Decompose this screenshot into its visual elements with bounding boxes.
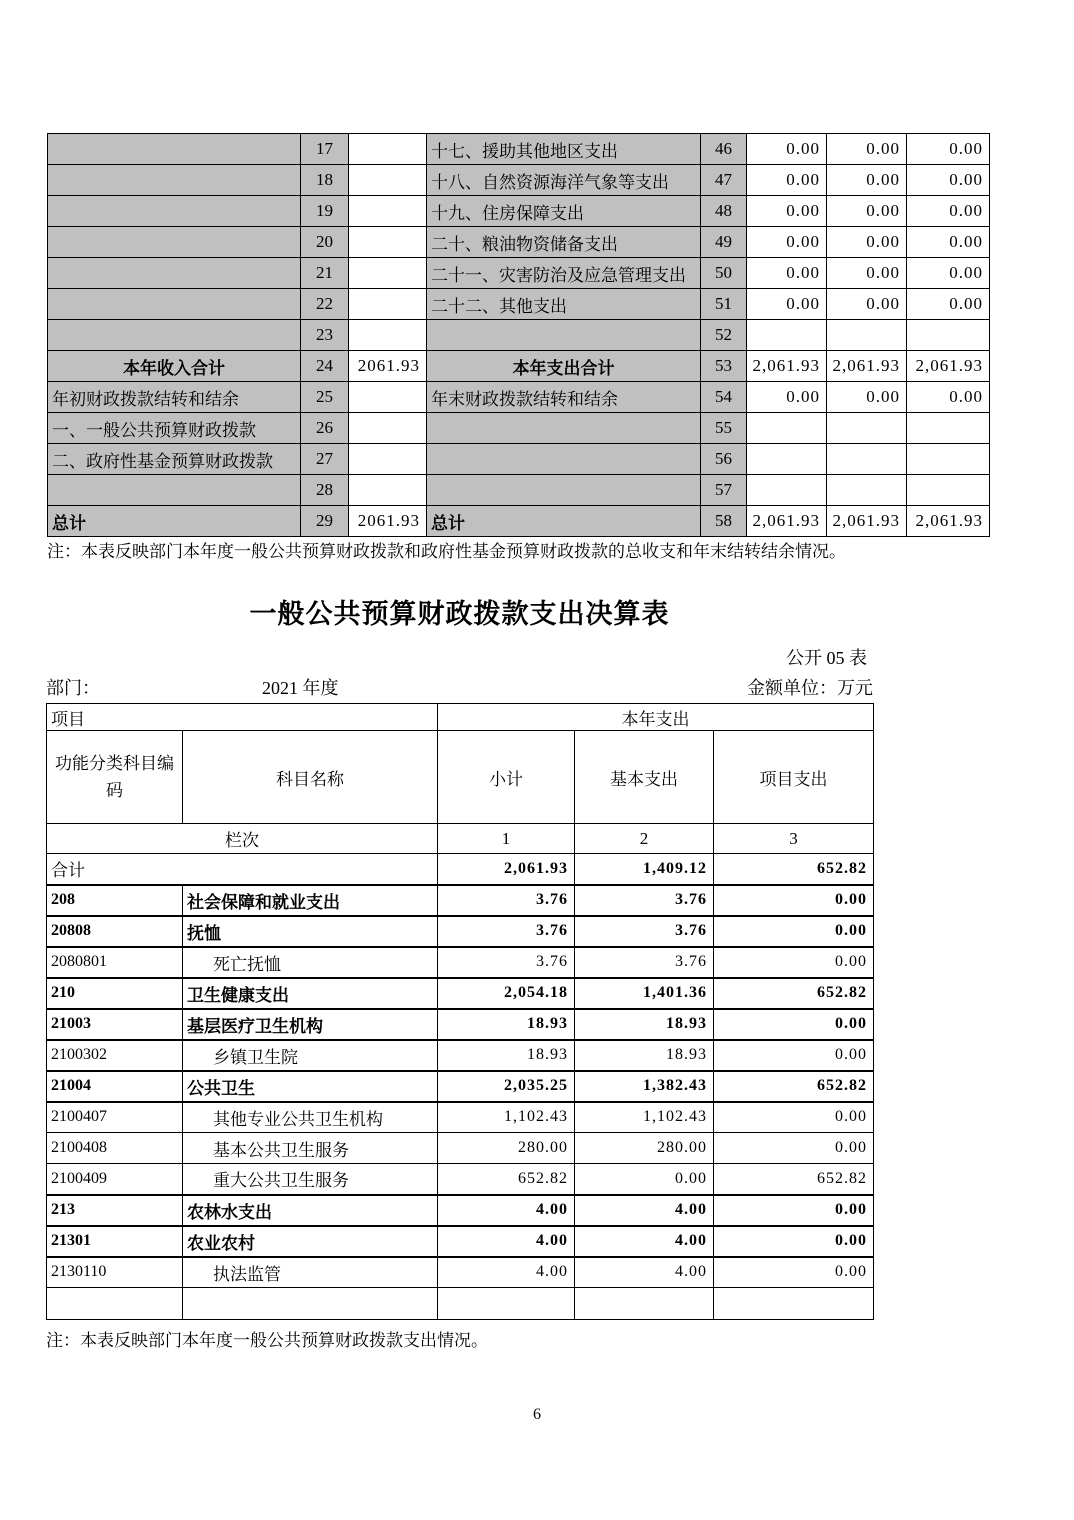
row-number-cell: 22 — [301, 289, 349, 320]
table-row — [47, 1195, 874, 1226]
table-row — [47, 947, 874, 978]
income-amount-cell — [349, 475, 427, 506]
department-label: 部门： — [46, 678, 100, 698]
row-number-cell: 23 — [301, 320, 349, 351]
project-expense-cell: 0.00 — [714, 1257, 874, 1288]
subtotal-cell: 3.76 — [438, 916, 575, 947]
subject-name-cell: 死亡抚恤 — [183, 947, 438, 978]
expense-total-cell: 0.00 — [747, 165, 827, 196]
income-amount-cell — [349, 413, 427, 444]
table2-note: 注：本表反映部门本年度一般公共预算财政拨款支出情况。 — [46, 1331, 488, 1350]
table-row — [48, 289, 990, 320]
expense-item-cell: 十九、住房保障支出 — [427, 196, 701, 227]
expense-total-cell: 2,061.93 — [747, 506, 827, 537]
column-number-cell: 1 — [438, 824, 575, 854]
column-index-row — [47, 824, 874, 854]
row-number-cell: 46 — [701, 134, 747, 165]
expense-general-budget-cell: 0.00 — [827, 227, 907, 258]
function-code-cell: 21301 — [47, 1226, 183, 1257]
table1-note: 注：本表反映部门本年度一般公共预算财政拨款和政府性基金预算财政拨款的总收支和年末结转结余情况。 — [47, 542, 846, 561]
row-number-cell: 54 — [701, 382, 747, 413]
subject-name-cell: 执法监管 — [183, 1257, 438, 1288]
expense-item-cell — [427, 413, 701, 444]
subject-name-cell: 农林水支出 — [183, 1195, 438, 1226]
basic-expense-cell: 3.76 — [575, 885, 714, 916]
subject-name-cell: 抚恤 — [183, 916, 438, 947]
expense-gov-fund-cell: 0.00 — [907, 289, 990, 320]
row-number-cell: 28 — [301, 475, 349, 506]
income-amount-cell — [349, 258, 427, 289]
income-item-cell — [48, 320, 301, 351]
project-expense-cell: 0.00 — [714, 1102, 874, 1133]
table-row — [48, 227, 990, 258]
income-amount-cell — [349, 134, 427, 165]
table-row — [48, 444, 990, 475]
expense-general-budget-cell — [827, 413, 907, 444]
income-amount-cell — [349, 165, 427, 196]
project-expense-cell: 0.00 — [714, 1040, 874, 1071]
row-number-cell: 48 — [701, 196, 747, 227]
subject-name-cell: 社会保障和就业支出 — [183, 885, 438, 916]
expense-item-cell: 本年支出合计 — [427, 351, 701, 382]
table-row — [48, 196, 990, 227]
subject-name-cell: 卫生健康支出 — [183, 978, 438, 1009]
expense-item-cell — [427, 444, 701, 475]
project-expense-cell: 0.00 — [714, 916, 874, 947]
row-number-cell: 24 — [301, 351, 349, 382]
expense-general-budget-cell — [827, 444, 907, 475]
function-code-cell: 2130110 — [47, 1257, 183, 1288]
row-number-cell: 17 — [301, 134, 349, 165]
row-number-cell: 29 — [301, 506, 349, 537]
expense-total-cell: 0.00 — [747, 196, 827, 227]
total-label-cell: 合计 — [47, 854, 438, 885]
total-row — [47, 854, 874, 885]
income-item-cell — [48, 258, 301, 289]
project-expense-cell: 652.82 — [714, 978, 874, 1009]
table-row — [47, 885, 874, 916]
table-row — [48, 165, 990, 196]
income-item-cell: 一、一般公共预算财政拨款 — [48, 413, 301, 444]
function-code-cell: 2100302 — [47, 1040, 183, 1071]
amount-unit-label: 金额单位：万元 — [747, 678, 873, 698]
subject-name-cell: 乡镇卫生院 — [183, 1040, 438, 1071]
subtotal-cell: 18.93 — [438, 1009, 575, 1040]
function-code-cell: 21003 — [47, 1009, 183, 1040]
income-amount-cell — [349, 444, 427, 475]
rank-label-cell: 栏次 — [47, 824, 438, 854]
expense-general-budget-cell — [827, 475, 907, 506]
row-number-cell: 20 — [301, 227, 349, 258]
income-item-cell — [48, 134, 301, 165]
basic-expense-header-cell: 基本支出 — [575, 731, 714, 824]
fiscal-appropriation-summary-table — [47, 133, 990, 537]
table-code-label: 公开 05 表 — [786, 648, 867, 668]
subject-name-cell: 农业农村 — [183, 1226, 438, 1257]
income-item-cell: 二、政府性基金预算财政拨款 — [48, 444, 301, 475]
expense-total-cell — [747, 444, 827, 475]
table-row — [48, 258, 990, 289]
subtotal-header-cell: 小计 — [438, 731, 575, 824]
row-number-cell: 51 — [701, 289, 747, 320]
expense-item-cell — [427, 320, 701, 351]
income-amount-cell — [349, 227, 427, 258]
basic-expense-cell: 4.00 — [575, 1195, 714, 1226]
basic-expense-cell: 18.93 — [575, 1040, 714, 1071]
expense-general-budget-cell: 0.00 — [827, 258, 907, 289]
income-item-cell — [48, 475, 301, 506]
function-code-cell: 20808 — [47, 916, 183, 947]
expense-gov-fund-cell — [907, 413, 990, 444]
subject-name-cell: 基本公共卫生服务 — [183, 1133, 438, 1164]
function-code-cell: 21004 — [47, 1071, 183, 1102]
project-expense-cell: 652.82 — [714, 1071, 874, 1102]
income-amount-cell: 2061.93 — [349, 506, 427, 537]
basic-expense-cell: 3.76 — [575, 916, 714, 947]
expense-gov-fund-cell: 0.00 — [907, 258, 990, 289]
basic-expense-cell: 4.00 — [575, 1257, 714, 1288]
table-row — [47, 978, 874, 1009]
expense-item-cell: 二十二、其他支出 — [427, 289, 701, 320]
function-code-cell: 2080801 — [47, 947, 183, 978]
project-expense-cell: 652.82 — [714, 854, 874, 885]
expense-total-cell: 0.00 — [747, 227, 827, 258]
income-item-cell — [48, 196, 301, 227]
basic-expense-cell: 0.00 — [575, 1164, 714, 1195]
expense-total-cell — [747, 475, 827, 506]
subject-name-cell: 公共卫生 — [183, 1071, 438, 1102]
table2-meta-row — [46, 674, 873, 700]
general-budget-expenditure-table — [46, 703, 874, 1320]
function-code-cell: 2100407 — [47, 1102, 183, 1133]
row-number-cell: 26 — [301, 413, 349, 444]
table-row — [47, 1257, 874, 1288]
expense-gov-fund-cell: 0.00 — [907, 382, 990, 413]
income-amount-cell: 2061.93 — [349, 351, 427, 382]
income-item-cell — [48, 165, 301, 196]
expense-total-cell: 0.00 — [747, 289, 827, 320]
expense-gov-fund-cell — [907, 320, 990, 351]
project-expense-cell: 652.82 — [714, 1164, 874, 1195]
table-row — [48, 351, 990, 382]
fiscal-year-label: 2021 年度 — [262, 678, 339, 698]
expense-gov-fund-cell: 2,061.93 — [907, 351, 990, 382]
project-expense-header-cell: 项目支出 — [714, 731, 874, 824]
expense-general-budget-cell: 2,061.93 — [827, 351, 907, 382]
expense-gov-fund-cell — [907, 444, 990, 475]
expense-item-cell: 二十一、灾害防治及应急管理支出 — [427, 258, 701, 289]
subtotal-cell: 1,102.43 — [438, 1102, 575, 1133]
basic-expense-cell: 3.76 — [575, 947, 714, 978]
expense-gov-fund-cell: 0.00 — [907, 227, 990, 258]
expense-total-cell — [747, 320, 827, 351]
table-row — [48, 506, 990, 537]
expenditure-table-section — [46, 703, 874, 1320]
subtotal-cell: 280.00 — [438, 1133, 575, 1164]
subtotal-cell: 4.00 — [438, 1195, 575, 1226]
expense-total-cell: 2,061.93 — [747, 351, 827, 382]
project-expense-cell: 0.00 — [714, 885, 874, 916]
row-number-cell: 57 — [701, 475, 747, 506]
subtotal-cell: 4.00 — [438, 1226, 575, 1257]
table-row — [48, 134, 990, 165]
expense-item-cell: 年末财政拨款结转和结余 — [427, 382, 701, 413]
expense-gov-fund-cell: 0.00 — [907, 134, 990, 165]
expense-gov-fund-cell: 2,061.93 — [907, 506, 990, 537]
expense-general-budget-cell: 2,061.93 — [827, 506, 907, 537]
year-expense-header-cell: 本年支出 — [438, 704, 874, 731]
income-item-cell: 本年收入合计 — [48, 351, 301, 382]
row-number-cell: 55 — [701, 413, 747, 444]
subtotal-cell: 3.76 — [438, 947, 575, 978]
expense-total-cell: 0.00 — [747, 258, 827, 289]
subtotal-cell: 2,061.93 — [438, 854, 575, 885]
row-number-cell: 47 — [701, 165, 747, 196]
table-row — [47, 916, 874, 947]
project-expense-cell: 0.00 — [714, 1195, 874, 1226]
expense-item-cell — [427, 475, 701, 506]
column-number-cell: 2 — [575, 824, 714, 854]
project-expense-cell: 0.00 — [714, 947, 874, 978]
expense-general-budget-cell: 0.00 — [827, 382, 907, 413]
subtotal-cell: 2,054.18 — [438, 978, 575, 1009]
table-row — [48, 413, 990, 444]
project-expense-cell: 0.00 — [714, 1133, 874, 1164]
table-row — [48, 382, 990, 413]
expense-general-budget-cell: 0.00 — [827, 165, 907, 196]
row-number-cell: 21 — [301, 258, 349, 289]
expense-general-budget-cell: 0.00 — [827, 134, 907, 165]
subtotal-cell: 4.00 — [438, 1257, 575, 1288]
subtotal-cell: 3.76 — [438, 885, 575, 916]
income-amount-cell — [349, 196, 427, 227]
function-code-cell: 208 — [47, 885, 183, 916]
function-code-cell: 213 — [47, 1195, 183, 1226]
table-row — [47, 1133, 874, 1164]
function-code-cell: 210 — [47, 978, 183, 1009]
basic-expense-cell: 1,102.43 — [575, 1102, 714, 1133]
table-row — [48, 320, 990, 351]
expense-gov-fund-cell: 0.00 — [907, 196, 990, 227]
income-item-cell — [48, 289, 301, 320]
row-number-cell: 18 — [301, 165, 349, 196]
expense-total-cell: 0.00 — [747, 382, 827, 413]
income-item-cell: 年初财政拨款结转和结余 — [48, 382, 301, 413]
basic-expense-cell: 4.00 — [575, 1226, 714, 1257]
function-code-header-cell: 功能分类科目编码 — [47, 731, 183, 824]
income-item-cell: 总计 — [48, 506, 301, 537]
expense-item-cell: 二十、粮油物资储备支出 — [427, 227, 701, 258]
expense-general-budget-cell: 0.00 — [827, 196, 907, 227]
income-amount-cell — [349, 382, 427, 413]
expense-total-cell — [747, 413, 827, 444]
expense-gov-fund-cell: 0.00 — [907, 165, 990, 196]
income-amount-cell — [349, 289, 427, 320]
table-row — [47, 1071, 874, 1102]
project-expense-cell: 0.00 — [714, 1009, 874, 1040]
subject-name-cell: 其他专业公共卫生机构 — [183, 1102, 438, 1133]
empty-row — [47, 1288, 874, 1320]
subtotal-cell: 18.93 — [438, 1040, 575, 1071]
project-expense-cell: 0.00 — [714, 1226, 874, 1257]
basic-expense-cell: 280.00 — [575, 1133, 714, 1164]
table-row — [47, 1040, 874, 1071]
subject-name-header-cell: 科目名称 — [183, 731, 438, 824]
table-row — [47, 1102, 874, 1133]
row-number-cell: 53 — [701, 351, 747, 382]
row-number-cell: 19 — [301, 196, 349, 227]
page-title: 一般公共预算财政拨款支出决算表 — [249, 599, 670, 629]
row-number-cell: 49 — [701, 227, 747, 258]
fiscal-summary-table-section — [47, 133, 990, 537]
row-number-cell: 50 — [701, 258, 747, 289]
expense-item-cell: 总计 — [427, 506, 701, 537]
table-row — [47, 1226, 874, 1257]
expense-general-budget-cell: 0.00 — [827, 289, 907, 320]
income-amount-cell — [349, 320, 427, 351]
expense-total-cell: 0.00 — [747, 134, 827, 165]
table-row — [48, 475, 990, 506]
column-number-cell: 3 — [714, 824, 874, 854]
subtotal-cell: 2,035.25 — [438, 1071, 575, 1102]
subject-name-cell: 基层医疗卫生机构 — [183, 1009, 438, 1040]
expense-item-cell: 十八、自然资源海洋气象等支出 — [427, 165, 701, 196]
row-number-cell: 58 — [701, 506, 747, 537]
row-number-cell: 27 — [301, 444, 349, 475]
page-number: 6 — [533, 1406, 541, 1423]
expense-general-budget-cell — [827, 320, 907, 351]
basic-expense-cell: 18.93 — [575, 1009, 714, 1040]
expense-gov-fund-cell — [907, 475, 990, 506]
subject-name-cell: 重大公共卫生服务 — [183, 1164, 438, 1195]
basic-expense-cell: 1,401.36 — [575, 978, 714, 1009]
function-code-cell: 2100409 — [47, 1164, 183, 1195]
basic-expense-cell: 1,409.12 — [575, 854, 714, 885]
table-header-row — [47, 704, 874, 731]
subtotal-cell: 652.82 — [438, 1164, 575, 1195]
row-number-cell: 52 — [701, 320, 747, 351]
table-row — [47, 1009, 874, 1040]
row-number-cell: 25 — [301, 382, 349, 413]
income-item-cell — [48, 227, 301, 258]
basic-expense-cell: 1,382.43 — [575, 1071, 714, 1102]
function-code-cell: 2100408 — [47, 1133, 183, 1164]
row-number-cell: 56 — [701, 444, 747, 475]
expense-item-cell: 十七、援助其他地区支出 — [427, 134, 701, 165]
table-header-row — [47, 731, 874, 824]
table-row — [47, 1164, 874, 1195]
project-header-cell: 项目 — [47, 704, 438, 731]
